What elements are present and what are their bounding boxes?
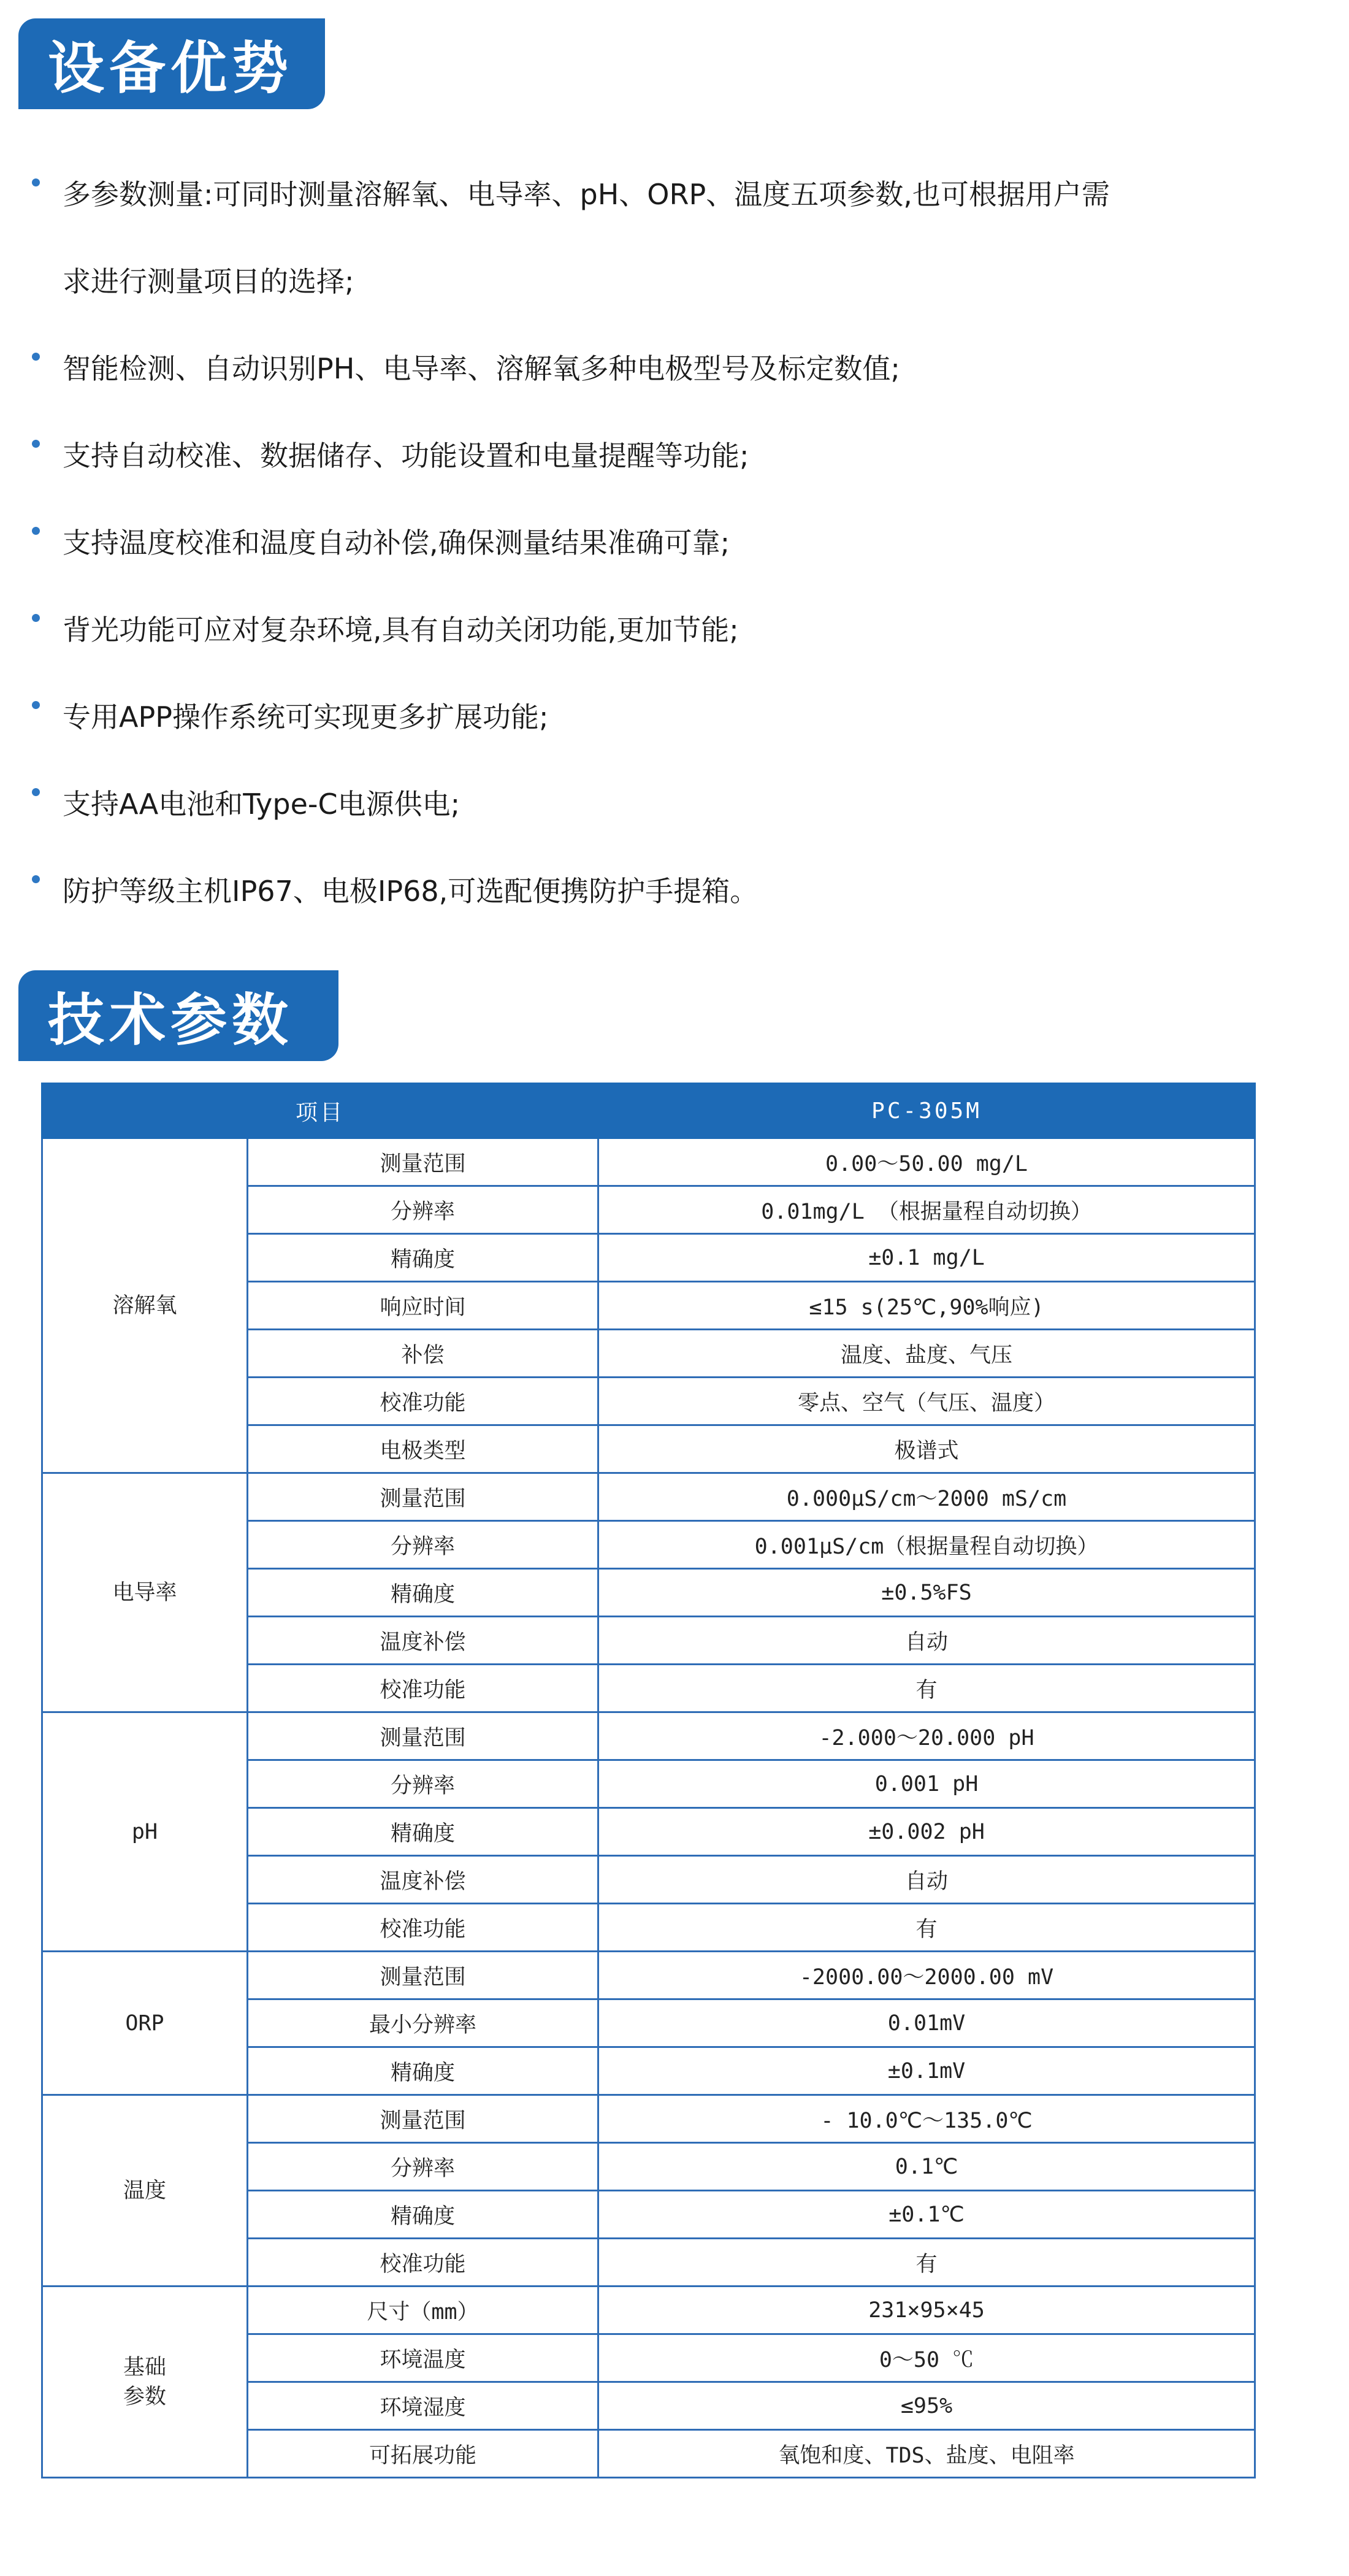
param-cell: 温度补偿 (248, 1617, 598, 1665)
param-cell: 温度补偿 (248, 1856, 598, 1904)
list-item-text: 多参数测量:可同时测量溶解氧、电导率、pH、ORP、温度五项参数,也可根据用户需 (63, 178, 1110, 211)
bullet-icon (32, 440, 40, 448)
value-cell: 有 (598, 1904, 1255, 1952)
param-cell: 测量范围 (248, 2095, 598, 2143)
table-header-row (42, 1084, 1255, 1138)
param-cell: 环境温度 (248, 2334, 598, 2382)
value-cell: - 10.0℃～135.0℃ (598, 2095, 1255, 2143)
bullet-icon (32, 178, 40, 186)
bullet-icon (32, 788, 40, 796)
param-cell: 测量范围 (248, 1138, 598, 1186)
bullet-icon (32, 875, 40, 883)
param-cell: 精确度 (248, 1808, 598, 1856)
group-label: 电导率 (42, 1473, 248, 1712)
value-cell: ±0.1mV (598, 2047, 1255, 2095)
param-cell: 精确度 (248, 2047, 598, 2095)
list-item (32, 761, 1320, 848)
value-cell: 有 (598, 2239, 1255, 2287)
value-cell: 0～50 ℃ (598, 2334, 1255, 2382)
value-cell: -2.000～20.000 pH (598, 1712, 1255, 1760)
list-item-text: 求进行测量项目的选择; (63, 265, 354, 298)
spec-table (41, 1083, 1256, 2478)
value-cell: ±0.1℃ (598, 2191, 1255, 2239)
value-cell: 0.001 pH (598, 1760, 1255, 1808)
param-cell: 补偿 (248, 1330, 598, 1378)
table-row (42, 1138, 1255, 1186)
param-cell: 测量范围 (248, 1473, 598, 1521)
param-cell: 响应时间 (248, 1282, 598, 1330)
param-cell: 可拓展功能 (248, 2430, 598, 2478)
param-cell: 尺寸（mm） (248, 2287, 598, 2334)
value-cell: 231×95×45 (598, 2287, 1255, 2334)
param-cell: 分辨率 (248, 1186, 598, 1234)
param-cell: 校准功能 (248, 1665, 598, 1712)
value-cell: 自动 (598, 1617, 1255, 1665)
value-cell: ≤15 s(25℃,90%响应) (598, 1282, 1255, 1330)
value-cell: ≤95% (598, 2382, 1255, 2430)
param-cell: 分辨率 (248, 1521, 598, 1569)
spec-table-body (42, 1138, 1255, 2478)
table-row (42, 1473, 1255, 1521)
bullet-icon (32, 614, 40, 622)
list-item (32, 673, 1320, 761)
value-cell: 0.01mV (598, 1999, 1255, 2047)
group-label: 基础 参数 (42, 2287, 248, 2478)
list-item-text: 防护等级主机IP67、电极IP68,可选配便携防护手提箱。 (63, 875, 759, 908)
param-cell: 分辨率 (248, 1760, 598, 1808)
table-row (42, 2095, 1255, 2143)
param-cell: 最小分辨率 (248, 1999, 598, 2047)
value-cell: 零点、空气（气压、温度） (598, 1378, 1255, 1425)
param-cell: 分辨率 (248, 2143, 598, 2191)
value-cell: 0.001μS/cm（根据量程自动切换） (598, 1521, 1255, 1569)
table-row (42, 2287, 1255, 2334)
param-cell: 校准功能 (248, 2239, 598, 2287)
param-cell: 测量范围 (248, 1952, 598, 1999)
value-cell: ±0.1 mg/L (598, 1234, 1255, 1282)
list-item-text: 支持AA电池和Type-C电源供电; (63, 788, 460, 821)
value-cell: 0.1℃ (598, 2143, 1255, 2191)
list-item (32, 499, 1320, 586)
param-cell: 校准功能 (248, 1904, 598, 1952)
table-row (42, 1952, 1255, 1999)
value-cell: 自动 (598, 1856, 1255, 1904)
list-item-text: 背光功能可应对复杂环境,具有自动关闭功能,更加节能; (63, 613, 739, 646)
value-cell: 0.000μS/cm～2000 mS/cm (598, 1473, 1255, 1521)
group-label: 温度 (42, 2095, 248, 2287)
table-row (42, 1712, 1255, 1760)
value-cell: -2000.00～2000.00 mV (598, 1952, 1255, 1999)
header-item: 项目 (42, 1084, 598, 1138)
value-cell: 极谱式 (598, 1425, 1255, 1473)
bullet-icon (32, 701, 40, 709)
value-cell: 0.01mg/L （根据量程自动切换） (598, 1186, 1255, 1234)
bullet-icon (32, 527, 40, 535)
group-label: ORP (42, 1952, 248, 2095)
bullet-icon (32, 353, 40, 361)
param-cell: 精确度 (248, 2191, 598, 2239)
value-cell: 0.00～50.00 mg/L (598, 1138, 1255, 1186)
list-item-text: 支持温度校准和温度自动补偿,确保测量结果准确可靠; (63, 526, 730, 559)
list-item (32, 848, 1320, 935)
value-cell: ±0.002 pH (598, 1808, 1255, 1856)
list-item-text: 支持自动校准、数据储存、功能设置和电量提醒等功能; (63, 439, 749, 472)
list-item (32, 412, 1320, 499)
list-item-text: 智能检测、自动识别PH、电导率、溶解氧多种电极型号及标定数值; (63, 352, 900, 385)
param-cell: 测量范围 (248, 1712, 598, 1760)
param-cell: 精确度 (248, 1234, 598, 1282)
value-cell: ±0.5%FS (598, 1569, 1255, 1617)
list-item (32, 151, 1320, 238)
list-item (32, 586, 1320, 673)
header-model: PC-305M (598, 1084, 1255, 1138)
list-item-text: 专用APP操作系统可实现更多扩展功能; (63, 700, 549, 734)
section-title-advantages: 设备优势 (18, 18, 325, 109)
param-cell: 环境湿度 (248, 2382, 598, 2430)
value-cell: 氧饱和度、TDS、盐度、电阻率 (598, 2430, 1255, 2478)
param-cell: 精确度 (248, 1569, 598, 1617)
section-title-specs: 技术参数 (18, 970, 338, 1061)
list-item (32, 325, 1320, 412)
value-cell: 温度、盐度、气压 (598, 1330, 1255, 1378)
advantages-list (32, 151, 1320, 935)
group-label: 溶解氧 (42, 1138, 248, 1473)
list-item-continuation (32, 238, 1320, 325)
param-cell: 校准功能 (248, 1378, 598, 1425)
group-label: pH (42, 1712, 248, 1952)
value-cell: 有 (598, 1665, 1255, 1712)
param-cell: 电极类型 (248, 1425, 598, 1473)
